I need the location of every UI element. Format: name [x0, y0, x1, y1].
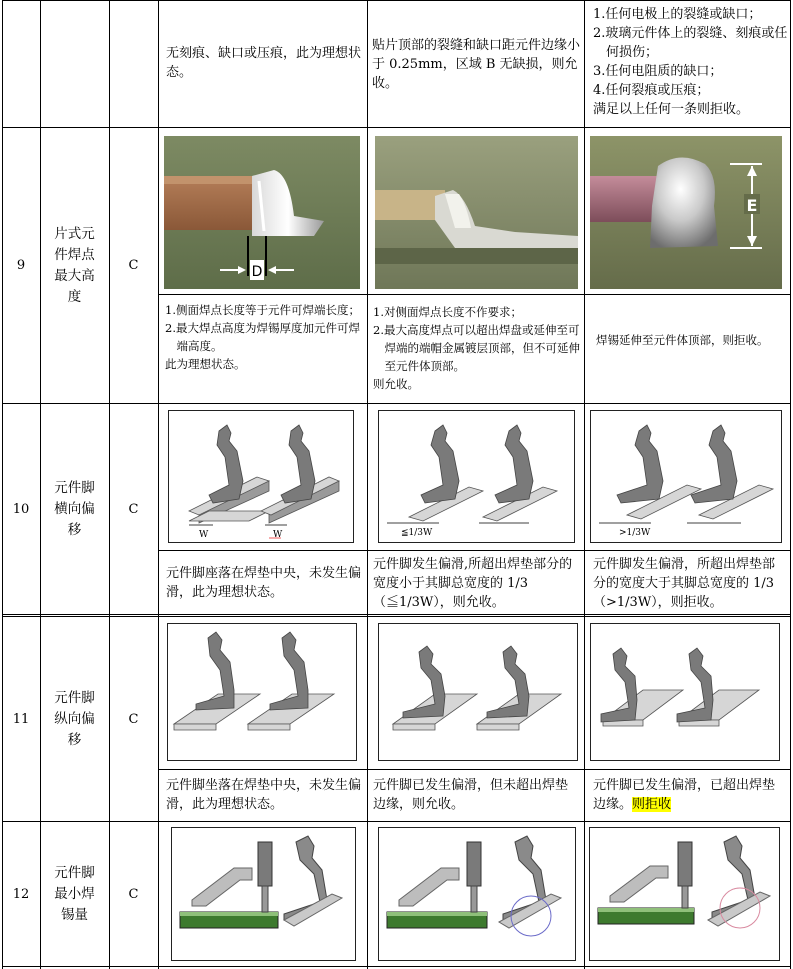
row8-accept-text: 贴片顶部的裂缝和缺口距元件边缘小于 0.25mm，区域 B 无缺损，则允收。 [372, 38, 581, 91]
reject-item-1: 1.任何电极上的裂缝或缺口； [593, 7, 762, 22]
row12-grade: C [128, 886, 139, 902]
row11-reject-text: 元件脚已发生偏滑，已超出焊垫边缘。则拒收 [593, 778, 776, 812]
column-divider [158, 0, 159, 969]
row8-reject-text [593, 5, 788, 119]
row11-accept-text: 元件脚已发生偏滑，但未超出焊垫边缘，则允收。 [373, 778, 569, 812]
width-w-label-2: W [273, 530, 283, 540]
row11-item-name: 元件脚纵向偏移 [54, 689, 95, 748]
row-divider [158, 769, 790, 770]
row9-number: 9 [16, 258, 26, 273]
row10-reject-text: 元件脚发生偏滑，所超出焊垫部分的宽度大于其脚总宽度的 1/3（>1/3W），则拒收。 [593, 557, 776, 610]
table-border-bottom [2, 966, 791, 967]
table-border-right [790, 0, 791, 969]
row12-number: 12 [12, 886, 30, 902]
reject-item-2: 2.玻璃元件体上的裂缝、刻痕或任何损伤； [593, 26, 788, 60]
column-divider [584, 0, 585, 969]
row11-ideal-diagram [167, 623, 357, 761]
row9-ideal-photo [164, 136, 360, 289]
row9-ideal-text: 1.侧面焊点长度等于元件可焊端长度； 2.最大焊点高度为焊锡厚度加元件可焊端高度。 此为理想状态。 [165, 303, 360, 371]
row9-accept-text: 1.对侧面焊点长度不作要求； 2.最大高度焊点可以超出焊盘或延伸至可焊端的端帽金属镀层顶部，但不可延伸至元件体顶部。 则允收。 [373, 305, 580, 391]
row9-reject-text: 焊锡延伸至元件体顶部，则拒收。 [596, 333, 769, 347]
row10-accept-text: 元件脚发生偏滑,所超出焊垫部分的宽度小于其脚总宽度的 1/3（≦1/3W），则允收。 [373, 557, 573, 610]
width-w-label-1: W [199, 530, 209, 540]
dimension-d-label: D [251, 264, 263, 280]
row11-reject-diagram [590, 623, 780, 761]
row8-ideal-text: 无刻痕、缺口或压痕，此为理想状态。 [166, 46, 362, 80]
row12-accept-diagram [378, 827, 576, 961]
row10-grade: C [128, 502, 139, 517]
row10-item-name: 元件脚横向偏移 [54, 480, 95, 538]
row9-reject-photo [590, 136, 782, 289]
row11-grade: C [128, 711, 139, 727]
row11-accept-diagram [378, 623, 578, 761]
row10-accept-diagram [378, 410, 575, 543]
reject-conclusion: 满足以上任何一条则拒收。 [593, 102, 750, 117]
row10-ideal-diagram [168, 410, 354, 543]
row-divider [158, 550, 790, 551]
row10-ideal-text: 元件脚座落在焊垫中央，未发生偏滑，此为理想状态。 [166, 566, 362, 600]
reject-item-3: 3.任何电阻质的缺口； [593, 64, 723, 79]
row-divider [158, 294, 790, 295]
row12-ideal-diagram [171, 827, 356, 961]
offset-reject-label: >1/3W [619, 528, 651, 538]
row11-number: 11 [12, 711, 30, 727]
row12-reject-diagram [589, 827, 780, 961]
row10-reject-diagram [590, 410, 782, 543]
row11-ideal-text: 元件脚坐落在焊垫中央，未发生偏滑，此为理想状态。 [166, 778, 362, 812]
reject-item-4: 4.任何裂痕或压痕； [593, 83, 710, 98]
offset-accept-label: ≦1/3W [401, 528, 433, 538]
reject-highlight: 则拒收 [632, 797, 672, 812]
row9-grade: C [128, 258, 139, 273]
row-divider [2, 0, 791, 1]
row9-accept-photo [375, 136, 578, 289]
row10-number: 10 [12, 502, 30, 517]
dimension-e-label: E [746, 196, 758, 215]
row12-item-name: 元件脚最小焊锡量 [54, 864, 95, 923]
row9-item-name: 片式元件焊点最大高度 [54, 225, 95, 305]
column-divider [367, 0, 368, 969]
